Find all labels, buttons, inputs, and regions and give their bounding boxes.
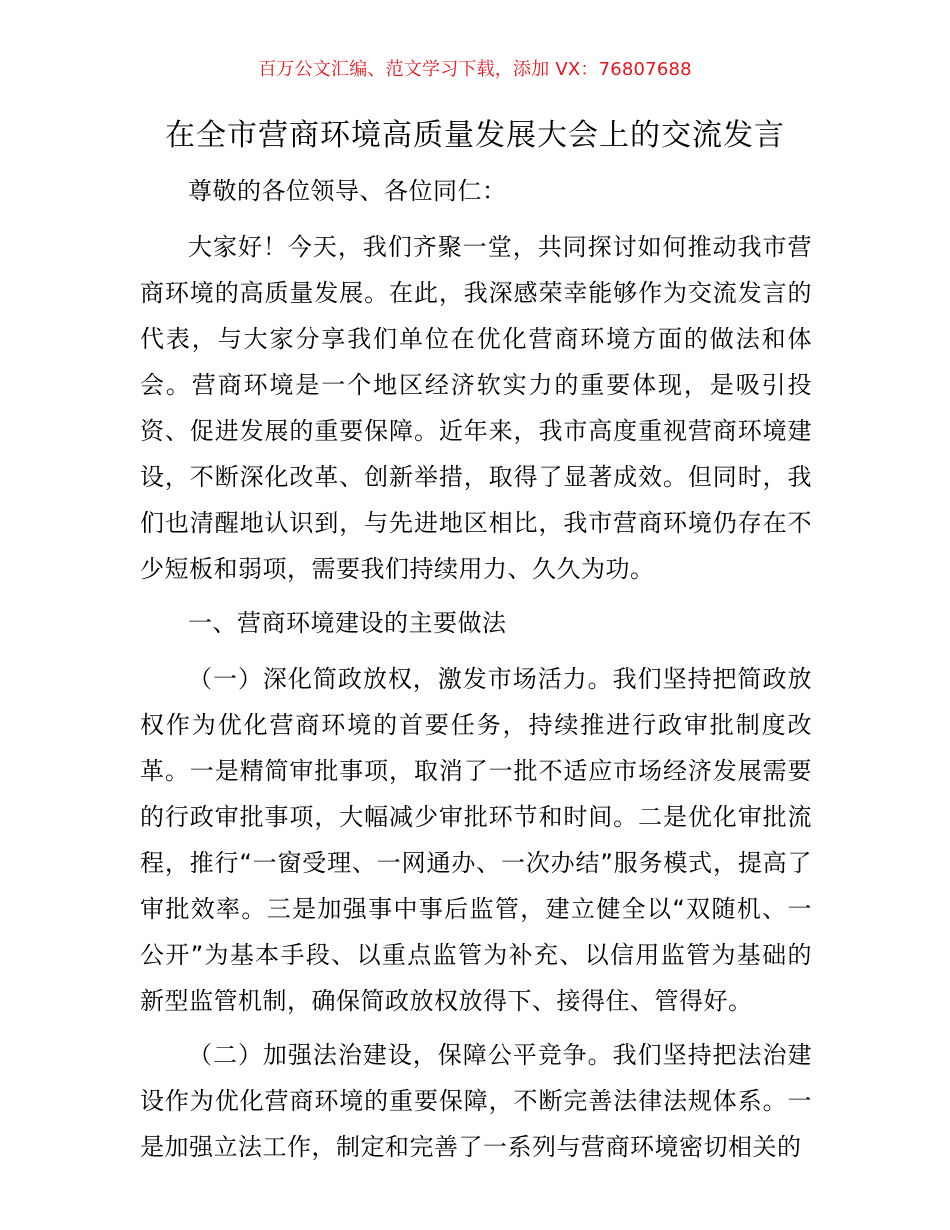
paragraph-item-1: （一）深化简政放权，激发市场活力。我们坚持把简政放权作为优化营商环境的首要任务，持续推进行政审批制度改革。一是精简审批事项，取消了一批不适应市场经济发展需要的行政审批事项，大幅减少审批环节和时间。二是优化审批流程，推行“一窗受理、一网通办、一次办结”服务模式，提高了审批效率。三是加强事中事后监管，建立健全以“双随机、一公开”为基本手段、以重点监管为补充、以信用监管为基础的新型监管机制，确保简政放权放得下、接得住、管得好。 — [140, 665, 812, 1015]
paragraph-intro: 大家好！今天，我们齐聚一堂，共同探讨如何推动我市营商环境的高质量发展。在此，我深感荣幸能够作为交流发言的代表，与大家分享我们单位在优化营商环境方面的做法和体会。营商环境是一个地区经济软实力的重要体现，是吸引投资、促进发展的重要保障。近年来，我市高度重视营商环境建设，不断深化改革、创新举措，取得了显著成效。但同时，我们也清醒地认识到，与先进地区相比，我市营商环境仍存在不少短板和弱项，需要我们持续用力、久久为功。 — [140, 233, 812, 583]
document-title: 在全市营商环境高质量发展大会上的交流发言 — [165, 118, 785, 153]
paragraph-item-2: （二）加强法治建设，保障公平竞争。我们坚持把法治建设作为优化营商环境的重要保障，不断完善法律法规体系。一是加强立法工作，制定和完善了一系列与营商环境密切相关的 — [140, 1041, 812, 1161]
document-body — [140, 168, 812, 1178]
section-heading: 一、营商环境建设的主要做法 — [188, 609, 507, 637]
salutation: 尊敬的各位领导、各位同仁： — [188, 177, 507, 205]
header-banner: 百万公文汇编、范文学习下载，添加 VX：76807688 — [258, 59, 692, 80]
